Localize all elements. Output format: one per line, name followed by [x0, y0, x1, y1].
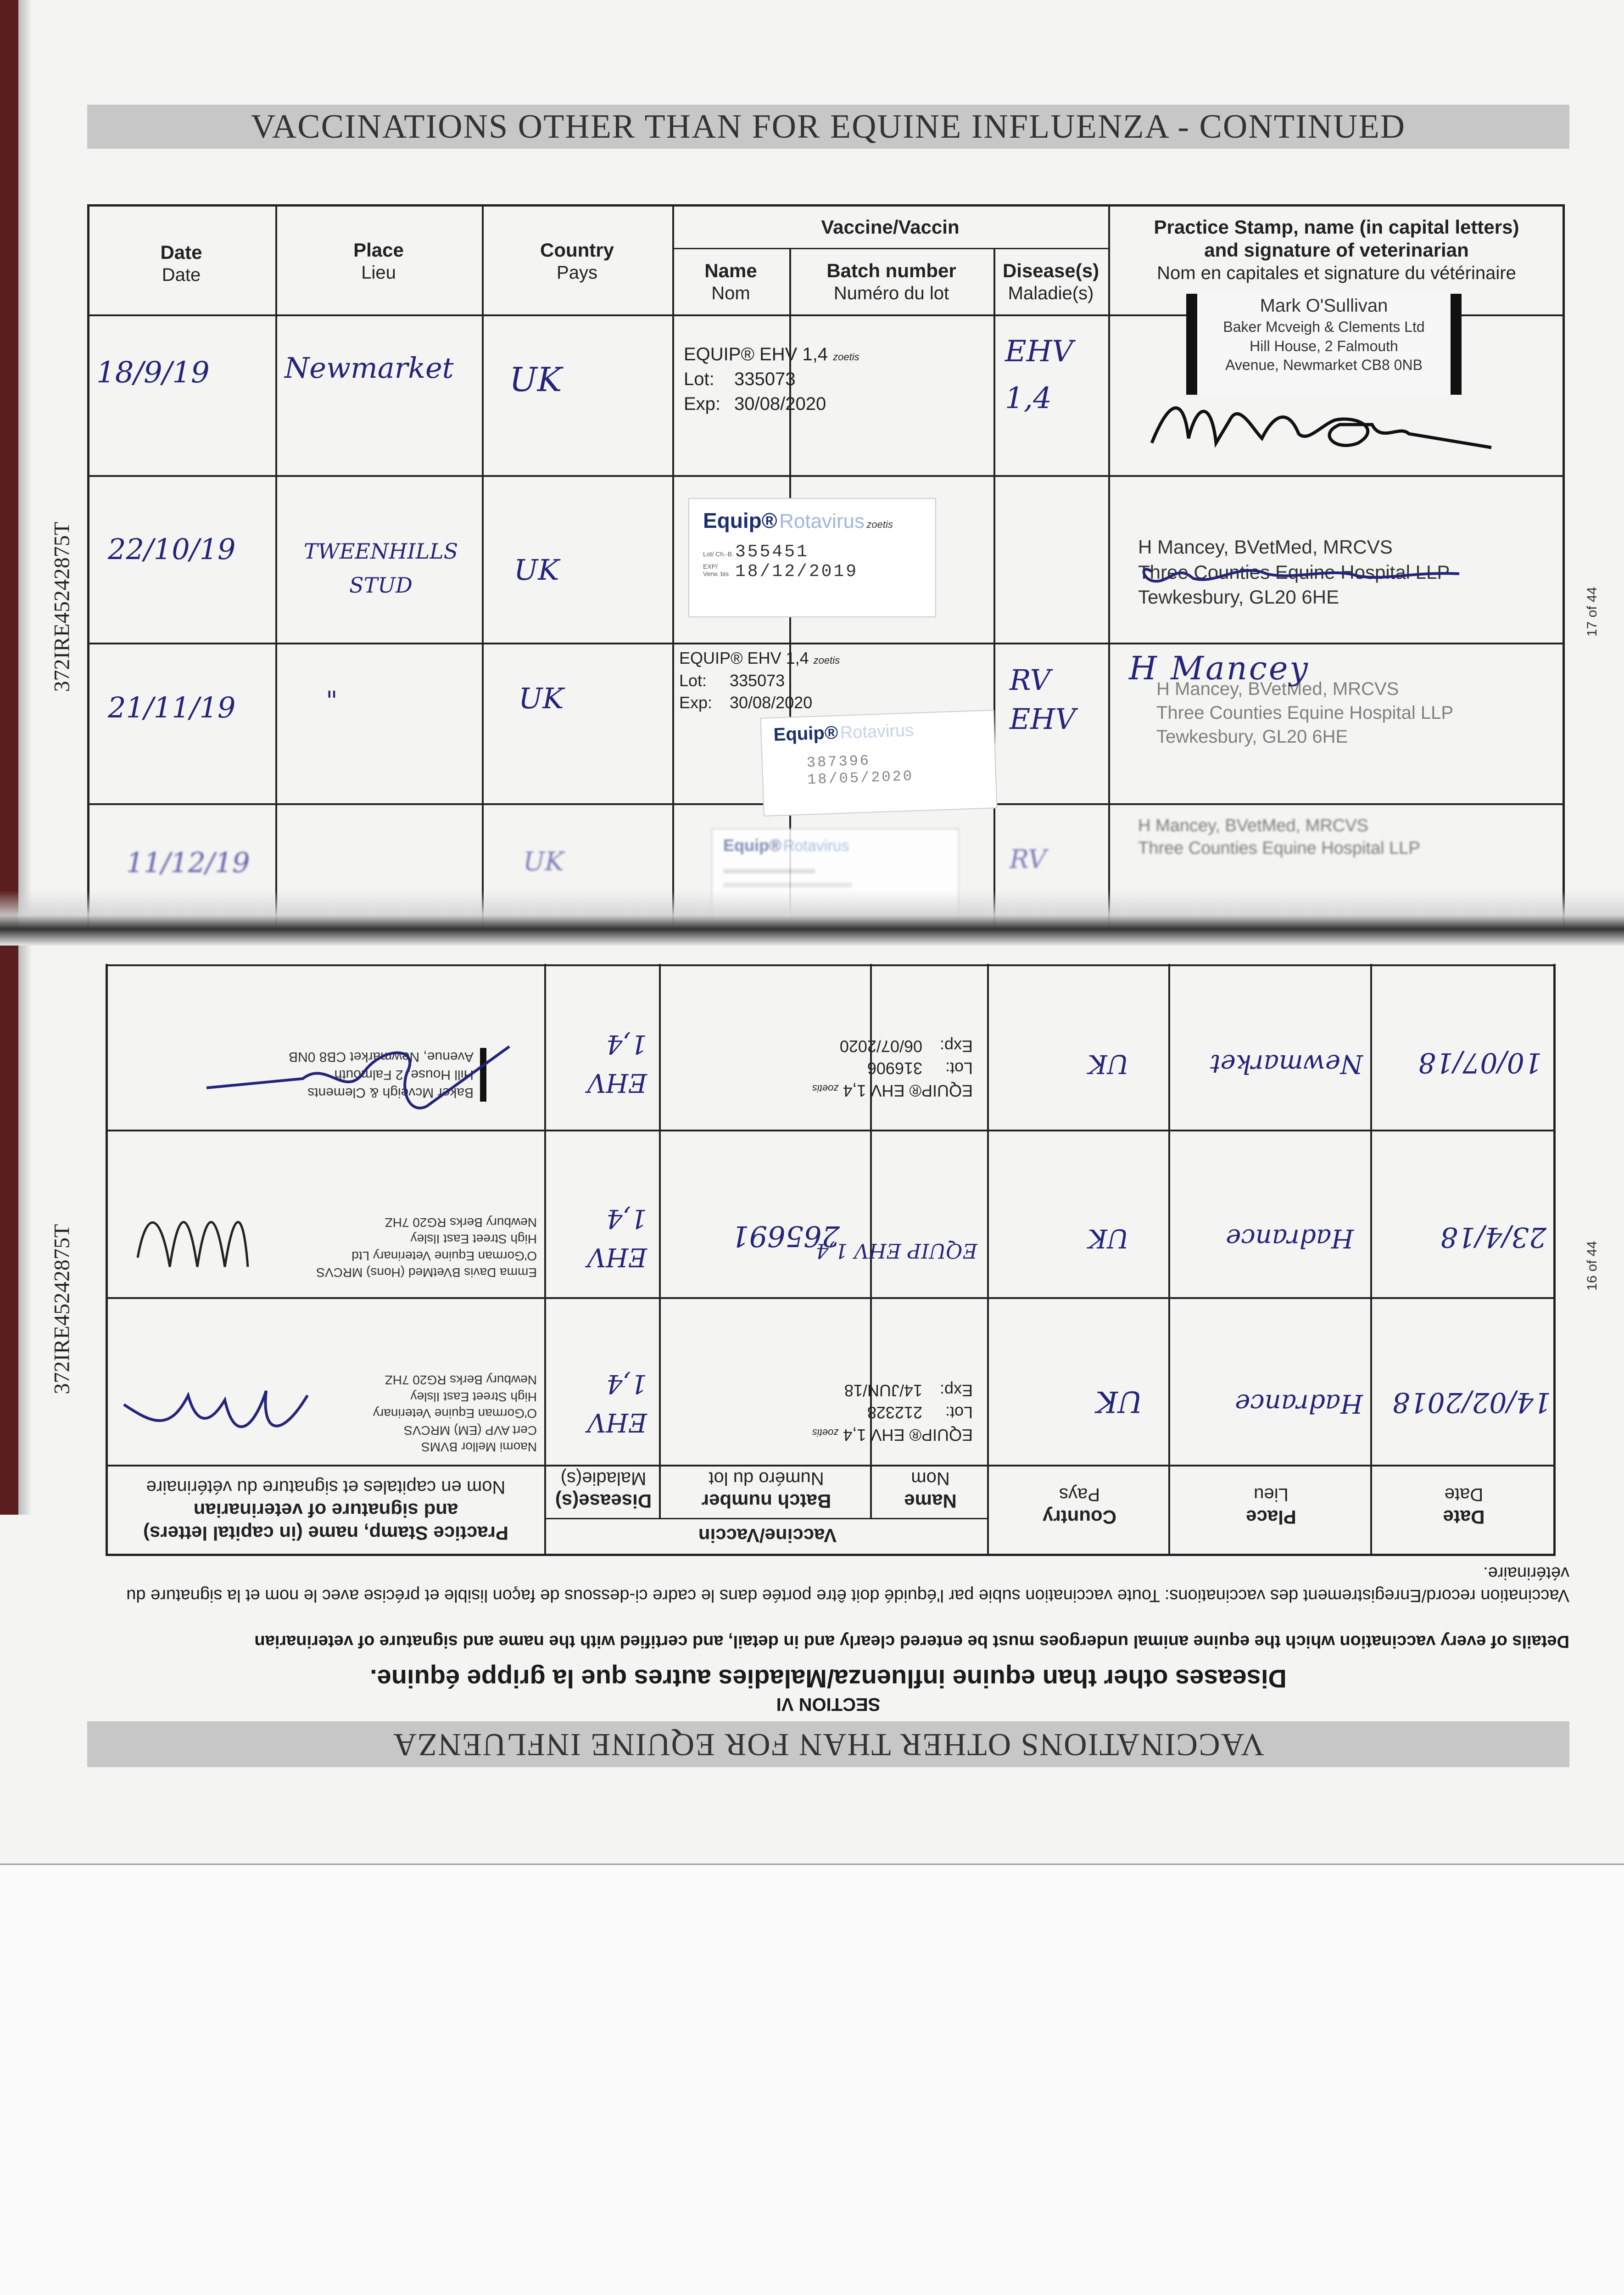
- header-country-fr: Pays: [557, 263, 597, 283]
- bottom-title: Diseases other than equine influenza/Maladies autres que la grippe équine.: [370, 1664, 1287, 1693]
- row3-date: 21/11/19: [108, 691, 236, 724]
- page-gutter-shadow: [18, 0, 32, 1515]
- header-batch: [789, 259, 993, 304]
- row4-country: UK: [523, 847, 564, 877]
- bottom-row2-country: UK: [1088, 1223, 1129, 1253]
- row2-label-zoetis: zoetis: [866, 519, 893, 530]
- page-edge: [0, 0, 18, 1515]
- bottom-row1-exp-label: Exp:: [939, 1381, 973, 1400]
- bottom-row1-exp: 14/JUN/18: [844, 1381, 922, 1400]
- row2-exp-label: EXP/ Verw. bis: [703, 563, 729, 577]
- row3-zoetis: zoetis: [813, 655, 840, 666]
- bottom-header-date: [1372, 1483, 1556, 1528]
- bottom-header-country-en: Country: [1043, 1506, 1116, 1528]
- row3-stamp-line1: H Mancey, BVetMed, MRCVS: [1156, 679, 1399, 699]
- row1-stamp-line3: Hill House, 2 Falmouth: [1250, 337, 1398, 354]
- header-practice-fr: Nom en capitales et signature du vétérinaire: [1157, 263, 1516, 283]
- row4-stamp: [1138, 815, 1551, 860]
- bottom-banner-text: VACCINATIONS OTHER THAN FOR EQUINE INFLUENZA: [392, 1727, 1264, 1762]
- header-date-en: Date: [160, 241, 202, 263]
- bottom-row3-zoetis: zoetis: [812, 1083, 839, 1094]
- row2-vaccine-label: [688, 498, 936, 617]
- bottom-side-id: 372IRE452428​75T: [50, 1224, 74, 1394]
- row3-label-lot: 387396: [806, 752, 871, 772]
- row2-place-text: TWEENHILLS STUD: [303, 539, 458, 598]
- bottom-header-place-en: Place: [1246, 1506, 1296, 1528]
- header-name: [672, 259, 789, 304]
- bottom-row1-stamp-line3: O'Gorman Equine Veterinary: [373, 1406, 537, 1421]
- bottom-header-disease-en: Disease(s): [555, 1490, 652, 1512]
- bottom-row1-vaccine-name: EQUIP® EHV 1,4: [843, 1426, 973, 1444]
- bottom-row2-stamp-line3: High Street East Ilsley: [410, 1232, 537, 1247]
- bottom-header-practice: [106, 1476, 546, 1545]
- bottom-row2-lot: 265691: [731, 1220, 840, 1253]
- bottom-row3-exp: 06/07/2020: [839, 1036, 922, 1056]
- bottom-row3-date: 10/07/18: [1418, 1047, 1542, 1079]
- bottom-row2-stamp-line4: Newbury Berks RG20 7HZ: [385, 1215, 537, 1230]
- bottom-header-batch-en: Batch number: [701, 1490, 832, 1512]
- row4-disease: RV: [1010, 845, 1047, 874]
- row2-lot-label: Lot/ Ch.-B.: [703, 550, 734, 558]
- header-place-fr: Lieu: [361, 263, 396, 283]
- row1-zoetis: zoetis: [833, 351, 859, 363]
- row3-stamp-line2: Three Counties Equine Hospital LLP: [1156, 703, 1454, 723]
- row2-label-product: Rotavirus: [779, 510, 865, 532]
- bottom-header-disease: [546, 1467, 661, 1512]
- bottom-page-number: 16 of 44: [1585, 1241, 1600, 1291]
- bottom-row3-disease: EHV 1,4: [587, 1029, 647, 1097]
- bottom-row2-date: 23/4/18: [1440, 1221, 1546, 1253]
- bottom-row2-disease: EHV 1,4: [587, 1203, 647, 1272]
- row3-stamp: [1156, 677, 1551, 749]
- row2-date: 22/10/19: [108, 532, 236, 566]
- header-disease-en: Disease(s): [1002, 260, 1099, 281]
- row3-lot-label: Lot:: [679, 671, 707, 690]
- bottom-row1-stamp-line4: High Street East Ilsley: [410, 1389, 537, 1404]
- header-disease: [993, 259, 1108, 304]
- bottom-header-disease-fr: Maladie(s): [560, 1468, 647, 1489]
- bottom-header-place: [1170, 1483, 1372, 1528]
- row3-lot: 335073: [730, 671, 785, 690]
- row3-exp: 30/08/2020: [730, 693, 813, 712]
- bottom-row3-stamp-line1: Baker Mcveigh & Clements: [307, 1085, 474, 1100]
- bottom-row1-lot: 212328: [867, 1403, 922, 1422]
- bottom-row1-zoetis: zoetis: [812, 1427, 839, 1439]
- header-place: [275, 239, 482, 284]
- row1-place: Newmarket: [285, 351, 454, 385]
- row3-place: ": [326, 686, 338, 716]
- row4-label-brand: Equip®: [723, 836, 781, 855]
- row1-stamp: [1186, 294, 1462, 395]
- bottom-row1-stamp-line2: Cert AVP (EM) MRCVS: [404, 1423, 537, 1438]
- bottom-row3-lot-label: Lot:: [945, 1059, 973, 1078]
- top-page-number: 17 of 44: [1585, 587, 1600, 637]
- bottom-header-date-en: Date: [1443, 1506, 1485, 1528]
- bottom-header-name-en: Name: [904, 1490, 957, 1512]
- row1-vaccine-name: EQUIP® EHV 1,4: [684, 344, 828, 364]
- top-banner: [87, 105, 1569, 149]
- bottom-row1-date: 14/02/2018: [1392, 1386, 1551, 1418]
- bottom-instruction-en: Details of every vaccination which the equine animal undergoes must be entered clearly and in detail, and certified with the name and signature of veterinarian: [254, 1632, 1569, 1651]
- bottom-page-content: [87, 927, 1569, 1767]
- row2-place: [294, 535, 468, 602]
- bottom-row1-stamp: [298, 1371, 537, 1455]
- bottom-instruction-fr: Vaccination record/Enregistrement des vaccinations: Toute vaccination subie par l'équidé doit être portée dans le cadre ci-dessous de façon lisible et précise avec le nom et la signature du vétérinaire.: [126, 1563, 1569, 1605]
- top-banner-text: VACCINATIONS OTHER THAN FOR EQUINE INFLUENZA - CONTINUED: [251, 108, 1406, 146]
- header-batch-en: Batch number: [826, 260, 956, 281]
- bottom-header-practice-line1: Practice Stamp, name (in capital letters): [143, 1523, 508, 1544]
- bottom-row1-vaccine-print: [812, 1379, 973, 1446]
- header-practice: [1108, 216, 1565, 284]
- row1-stamp-name: Mark O'Sullivan: [1260, 296, 1388, 316]
- bottom-row3-signature: [197, 1033, 519, 1115]
- bottom-row2-stamp-line1: Emma Davis BVetMed (Hons) MRCVS: [316, 1265, 537, 1280]
- bottom-row3-place: Newmarket: [1210, 1049, 1363, 1079]
- row3-label-exp: 18/05/2020: [807, 767, 914, 789]
- bottom-header-name: [872, 1467, 989, 1512]
- row1-vaccine-print: [684, 342, 859, 416]
- bottom-banner: [87, 1721, 1569, 1767]
- header-vaccine-text: Vaccine/Vaccin: [821, 216, 960, 238]
- row4-date: 11/12/19: [126, 847, 250, 879]
- row3-country: UK: [519, 682, 564, 715]
- header-country: [482, 239, 672, 284]
- row1-disease: EHV 1,4: [1005, 335, 1073, 416]
- scan-lower-area: [0, 1864, 1624, 2295]
- bottom-header-vaccine: [546, 1524, 989, 1547]
- bottom-row2-stamp-line2: O'Gorman Equine Veterinary Ltd: [352, 1248, 537, 1263]
- row1-country: UK: [509, 360, 562, 399]
- row2-stamp-line1: H Mancey, BVetMed, MRCVS: [1138, 536, 1393, 558]
- header-disease-fr: Maladie(s): [1008, 283, 1094, 304]
- row1-lot: 335073: [734, 369, 796, 389]
- row3-signature: H Mancey: [1129, 649, 1310, 687]
- row3-vaccine-name: EQUIP® EHV 1,4: [679, 649, 809, 667]
- bottom-header-vaccine-text: Vaccine/Vaccin: [698, 1525, 837, 1546]
- bottom-header-batch-fr: Numéro du lot: [709, 1468, 824, 1489]
- header-practice-line2: and signature of veterinarian: [1204, 239, 1469, 261]
- bottom-row1-stamp-line1: Naomi Mellor BVMS: [421, 1440, 537, 1454]
- bottom-row1-lot-label: Lot:: [945, 1403, 973, 1422]
- bottom-row3-lot: 316906: [867, 1059, 922, 1078]
- row3-disease-1: RV: [1010, 663, 1051, 697]
- bottom-header-date-fr: Date: [1444, 1484, 1484, 1505]
- bottom-row1-signature: [110, 1359, 317, 1450]
- bottom-section: SECTION VI: [776, 1694, 881, 1714]
- header-date-fr: Date: [162, 265, 201, 285]
- row1-exp: 30/08/2020: [734, 394, 826, 414]
- bottom-row3-stamp-line3: Avenue, Newmarket CB8 0NB: [289, 1049, 474, 1064]
- row4-stamp-line1: H Mancey, BVetMed, MRCVS: [1138, 816, 1368, 835]
- top-side-id: 372IRE452428​75T: [50, 521, 74, 692]
- bottom-header-practice-fr: Nom en capitales et signature du vétérinaire: [146, 1477, 506, 1498]
- bottom-row3-country: UK: [1088, 1049, 1129, 1079]
- row2-exp: 18/12/2019: [735, 562, 859, 582]
- header-country-en: Country: [540, 239, 614, 261]
- row2-signature: [1138, 553, 1487, 594]
- bottom-vaccination-table: [106, 964, 1556, 1556]
- bottom-row2-signature: [124, 1193, 262, 1285]
- bottom-header-country: [989, 1483, 1170, 1528]
- row3-vaccine-label: [760, 710, 997, 817]
- row2-stamp-line3: Tewkesbury, GL20 6HE: [1138, 586, 1339, 608]
- bottom-row2-place: Hadrance: [1226, 1223, 1354, 1253]
- row1-date: 18/9/19: [96, 356, 210, 390]
- row3-disease-2: EHV: [1010, 702, 1076, 736]
- header-practice-line1: Practice Stamp, name (in capital letters): [1154, 216, 1519, 238]
- bottom-row1-stamp-line5: Newbury Berks RG20 7HZ: [385, 1373, 537, 1388]
- row1-stamp-line2: Baker Mcveigh & Clements Ltd: [1223, 319, 1425, 335]
- bottom-header-batch: [661, 1467, 872, 1512]
- row1-exp-label: Exp:: [684, 394, 721, 414]
- row3-vaccine-print: [679, 647, 840, 714]
- row4-stamp-line2: Three Counties Equine Hospital LLP: [1138, 839, 1420, 858]
- bottom-row3-stamp-line2: Hill House, 2 Falmouth: [334, 1067, 474, 1082]
- bottom-row3-vaccine-name: EQUIP® EHV 1,4: [843, 1081, 973, 1100]
- header-name-en: Name: [704, 260, 757, 281]
- row3-stamp-line3: Tewkesbury, GL20 6HE: [1156, 727, 1348, 747]
- header-name-fr: Nom: [711, 283, 750, 304]
- bottom-header-place-fr: Lieu: [1254, 1484, 1289, 1505]
- header-vaccine: [672, 216, 1108, 239]
- top-vaccination-table: [87, 204, 1565, 939]
- row1-lot-label: Lot:: [684, 369, 714, 389]
- bottom-header-practice-line2: and signature of veterinarian: [193, 1499, 458, 1521]
- bottom-row2-vaccine-name: EQUIP EHV 1,4: [815, 1239, 977, 1262]
- header-place-en: Place: [353, 239, 404, 261]
- bottom-row2-stamp: [271, 1214, 537, 1281]
- row3-label-brand: Equip®: [773, 722, 838, 745]
- row1-stamp-line4: Avenue, Newmarket CB8 0NB: [1225, 357, 1423, 374]
- row3-label-product: Rotavirus: [839, 721, 914, 743]
- row2-lot: 355451: [735, 542, 809, 562]
- bottom-row1-place: Hadrance: [1235, 1388, 1363, 1418]
- row2-stamp-line2: Three Counties Equine Hospital LLP: [1138, 561, 1450, 583]
- row4-label-product: Rotavirus: [783, 837, 849, 855]
- row1-signature: [1143, 392, 1510, 461]
- row3-exp-label: Exp:: [679, 693, 713, 712]
- bottom-header-country-fr: Pays: [1059, 1484, 1100, 1505]
- bottom-row1-country: UK: [1096, 1384, 1143, 1418]
- bottom-row3-vaccine-print: [812, 1035, 973, 1102]
- bottom-row3-exp-label: Exp:: [939, 1036, 973, 1056]
- row2-country: UK: [514, 553, 559, 587]
- bottom-row1-disease: EHV 1,4: [587, 1369, 647, 1437]
- bottom-header-name-fr: Nom: [911, 1468, 950, 1489]
- header-batch-fr: Numéro du lot: [833, 283, 949, 304]
- header-date: [87, 241, 275, 286]
- row2-label-brand: Equip®: [703, 509, 777, 532]
